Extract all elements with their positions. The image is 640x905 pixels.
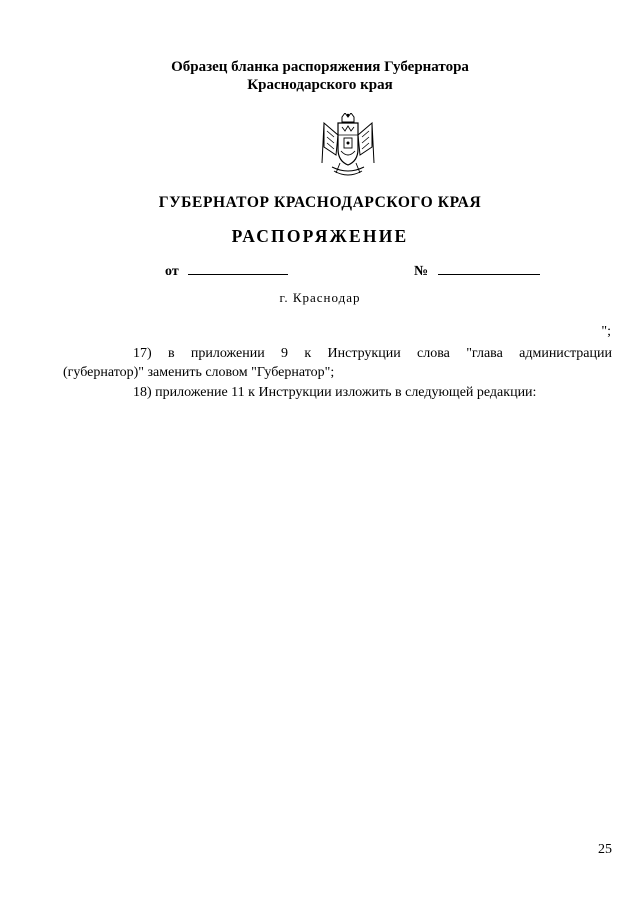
number-field [414,261,540,280]
number-blank [438,261,540,275]
page-number: 25 [598,842,612,857]
header-line-1: Образец бланка распоряжения Губернатора [171,59,469,75]
date-field [165,261,288,280]
item-17-line-2: (губернатор)" заменить словом "Губернатор"; [63,365,335,380]
date-blank [188,261,288,275]
coat-of-arms-icon [318,113,378,181]
number-label: № [414,264,429,279]
item-17-line-1: 17) в приложении 9 к Инструкции слова "глава администрации [133,346,612,361]
item-18: 18) приложение 11 к Инструкции изложить в следующей редакции: [133,385,537,400]
date-label: от [165,264,179,279]
city-label: г. Краснодар [279,290,361,305]
header-line-2: Краснодарского края [247,77,393,93]
authority-title: ГУБЕРНАТОР КРАСНОДАРСКОГО КРАЯ [158,194,482,211]
document-type: РАСПОРЯЖЕНИЕ [231,226,409,246]
closing-quote: "; [601,324,611,339]
